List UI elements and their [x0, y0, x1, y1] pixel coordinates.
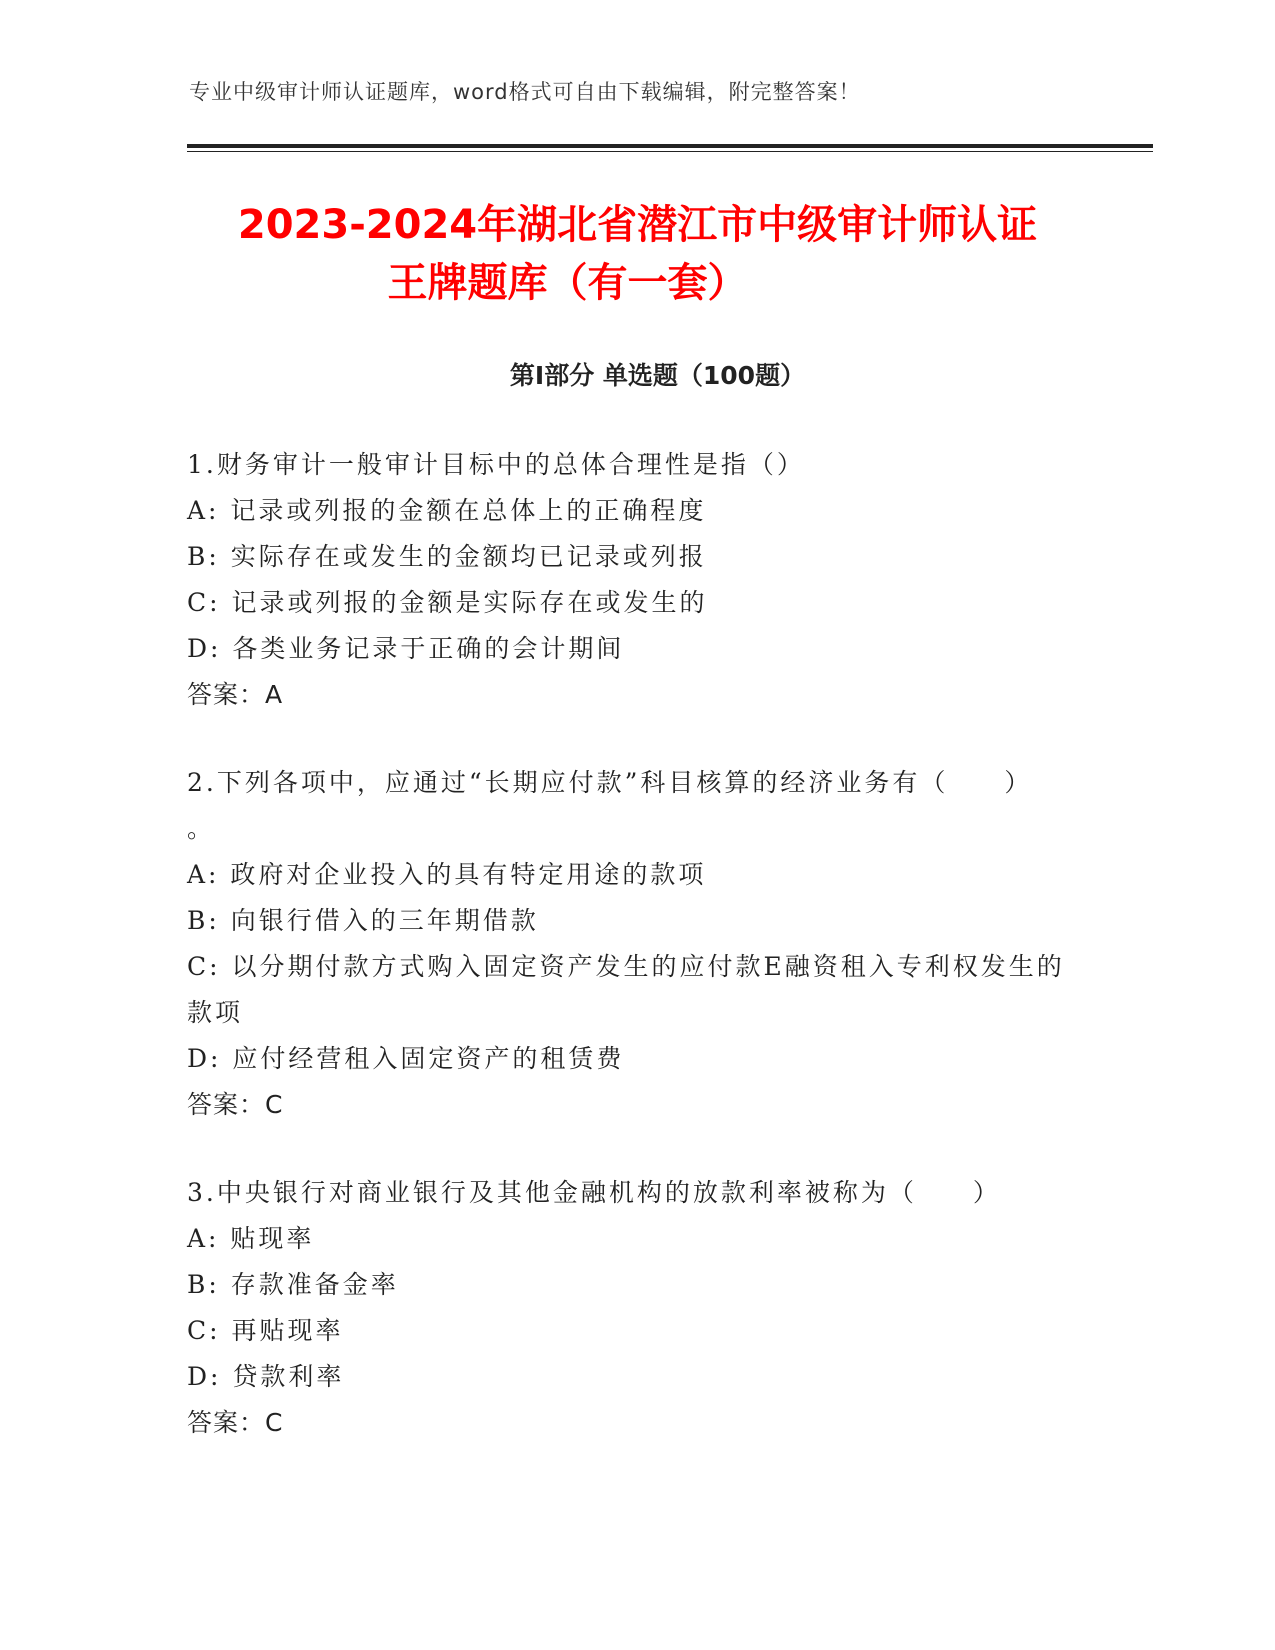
document-title-line-1: 2023-2024年湖北省潜江市中级审计师认证: [237, 202, 1038, 248]
option-b: B: 实际存在或发生的金额均已记录或列报: [187, 542, 707, 571]
question-stem: 3.中央银行对商业银行及其他金融机构的放款利率被称为（ ）: [187, 1178, 1001, 1207]
header-rule-thin: [187, 151, 1153, 152]
option-c: C: 以分期付款方式购入固定资产发生的应付款E融资租入专利权发生的款项: [187, 952, 1065, 1027]
option-b: B: 向银行借入的三年期借款: [187, 906, 539, 935]
question-list: [187, 442, 1077, 1488]
option-a: A: 贴现率: [187, 1224, 315, 1253]
answer-label: 答案：A: [187, 680, 284, 709]
question-stem: 2.下列各项中，应通过“长期应付款”科目核算的经济业务有（ ）: [187, 768, 1033, 797]
document-title: [150, 196, 1125, 312]
header-note: 专业中级审计师认证题库，word格式可自由下载编辑，附完整答案！: [189, 80, 861, 104]
option-c: C: 再贴现率: [187, 1316, 344, 1345]
question-1: [187, 442, 1077, 718]
question-2: [187, 760, 1077, 1128]
answer-label: 答案：C: [187, 1408, 284, 1437]
question-3: [187, 1170, 1077, 1446]
option-a: A: 政府对企业投入的具有特定用途的款项: [187, 860, 707, 889]
question-stem-continuation: 。: [187, 814, 216, 843]
option-d: D: 贷款利率: [187, 1362, 345, 1391]
option-a: A: 记录或列报的金额在总体上的正确程度: [187, 496, 707, 525]
header-rule-thick: [187, 144, 1153, 148]
option-c: C: 记录或列报的金额是实际存在或发生的: [187, 588, 708, 617]
question-stem: 1.财务审计一般审计目标中的总体合理性是指（）: [187, 450, 805, 479]
document-title-line-2: 王牌题库（有一套）: [387, 260, 748, 306]
option-b: B: 存款准备金率: [187, 1270, 399, 1299]
answer-label: 答案：C: [187, 1090, 284, 1119]
option-d: D: 各类业务记录于正确的会计期间: [187, 634, 625, 663]
section-title: 第Ⅰ部分 单选题（100题）: [509, 361, 806, 390]
option-d: D: 应付经营租入固定资产的租赁费: [187, 1044, 625, 1073]
